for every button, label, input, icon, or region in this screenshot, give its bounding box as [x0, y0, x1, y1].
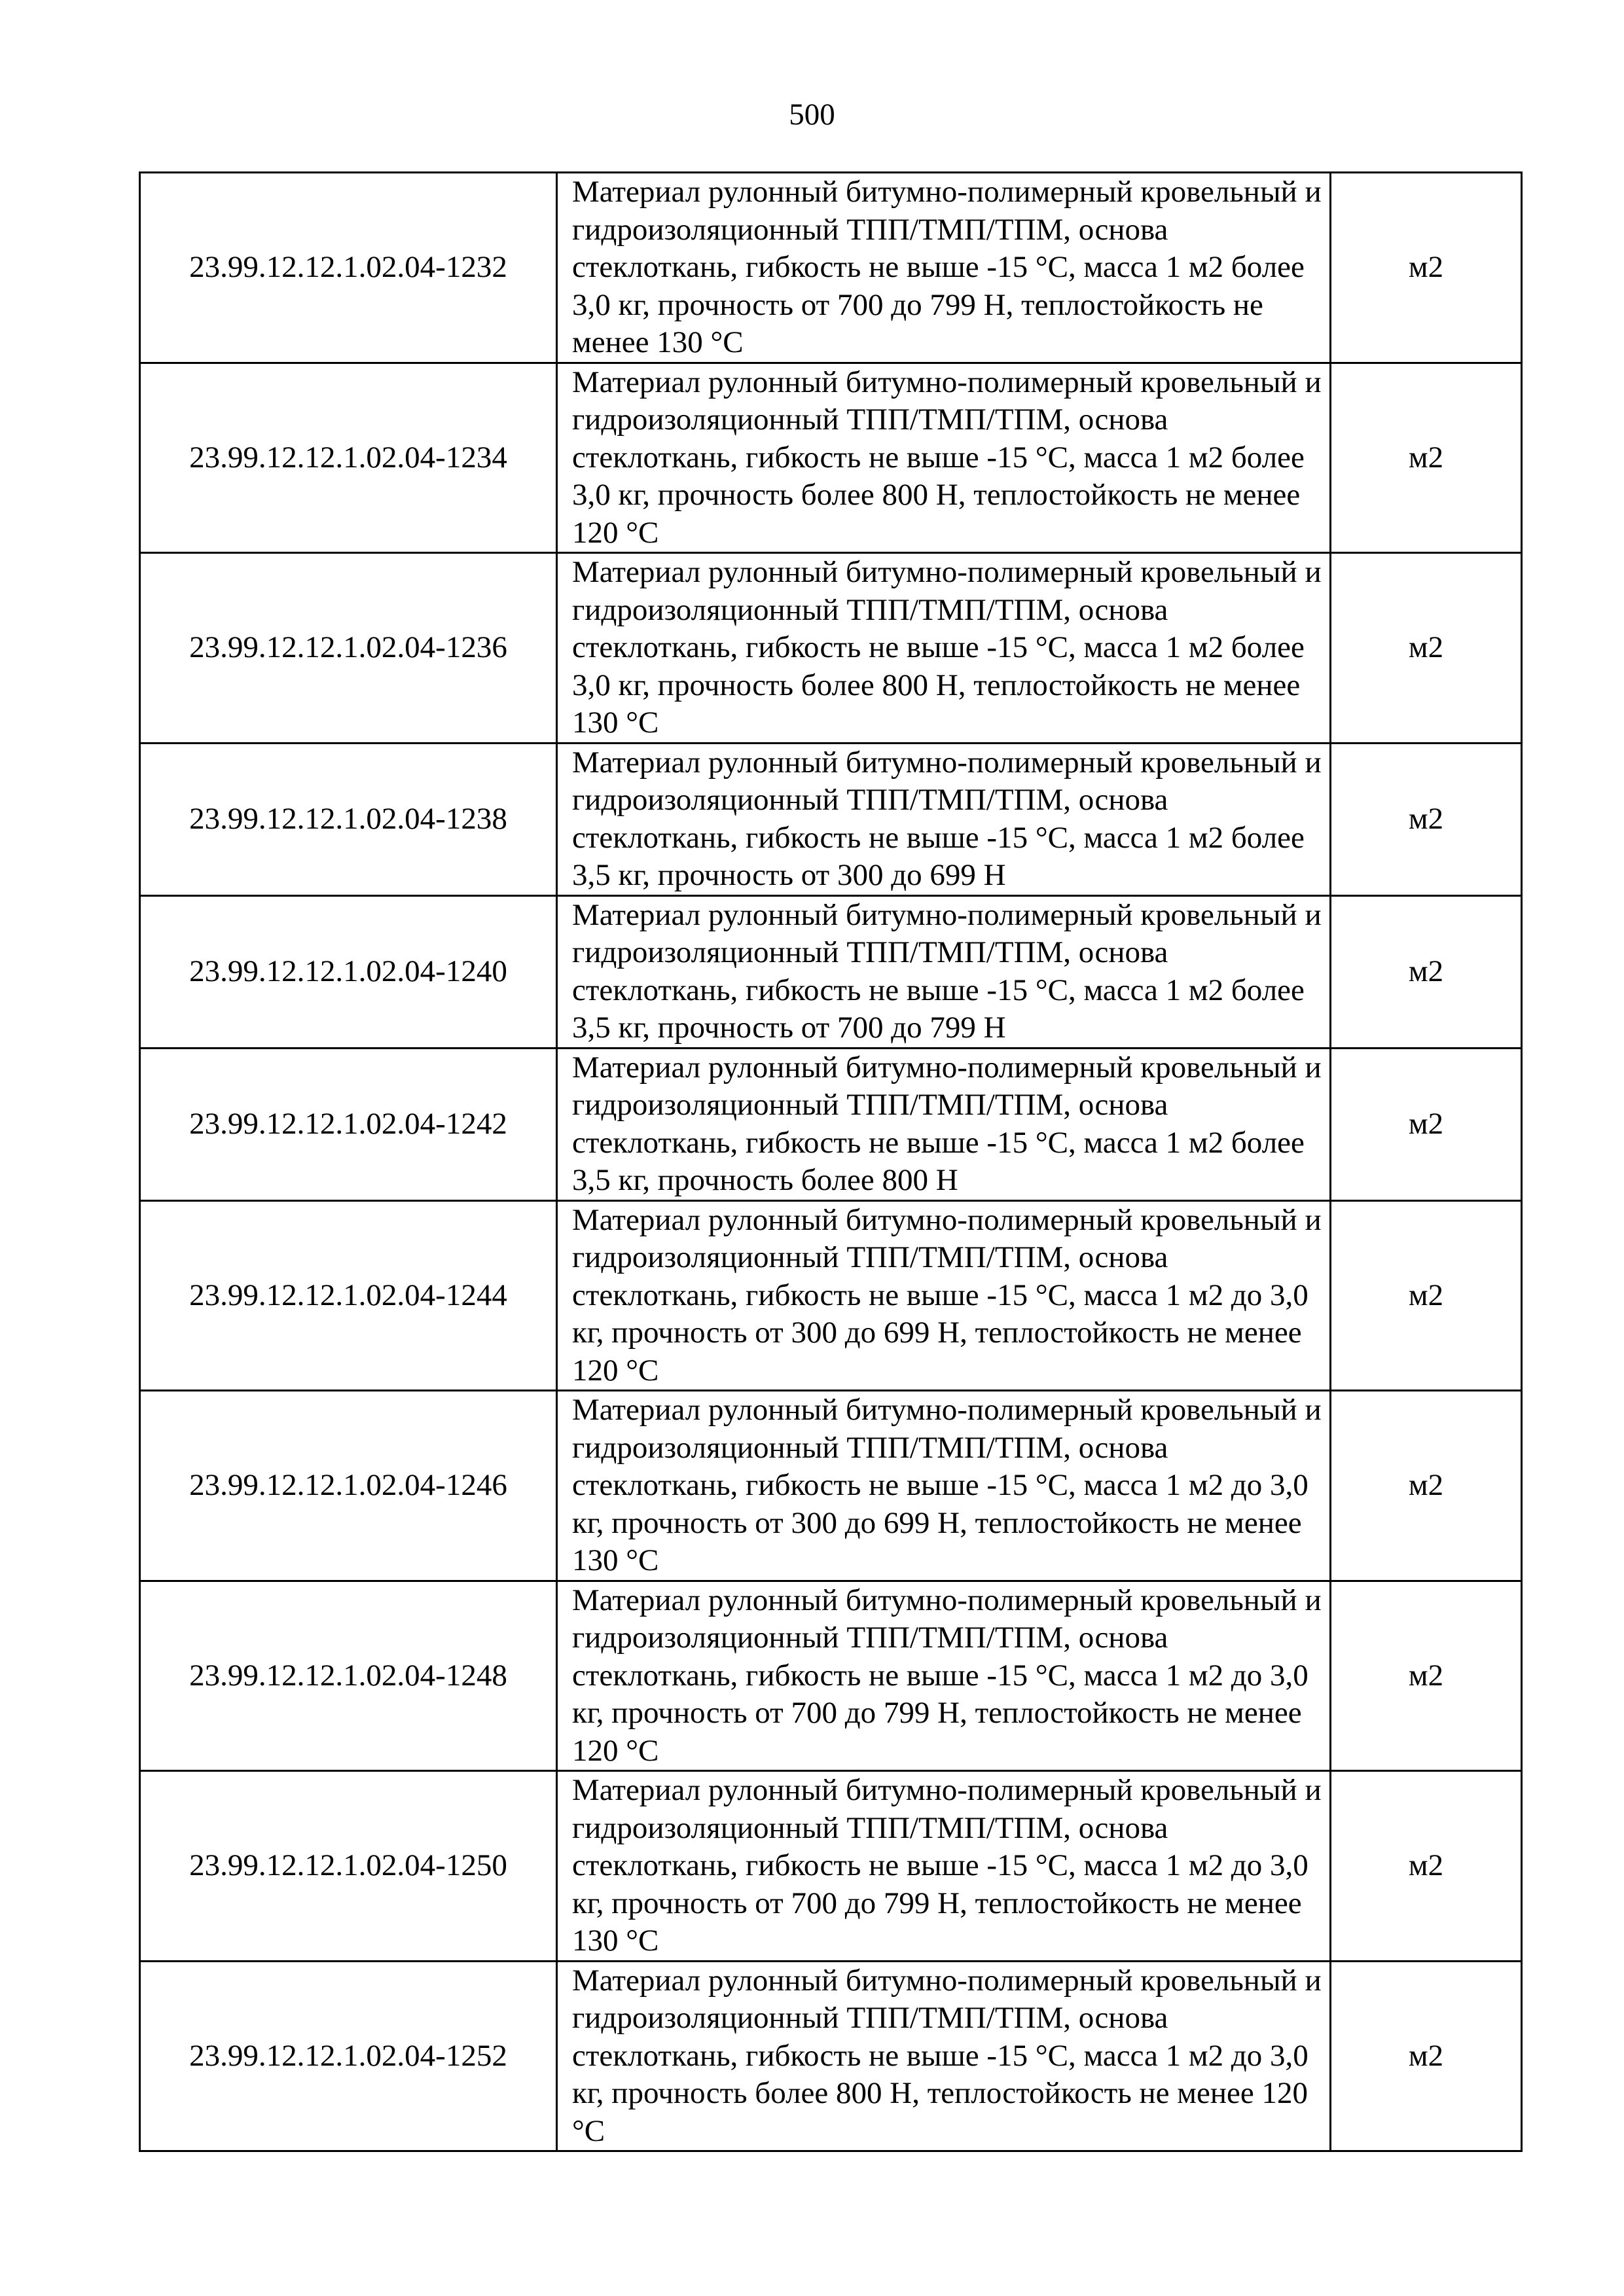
material-description: Материал рулонный битумно-полимерный кровельный и гидроизоляционный ТПП/ТМП/ТПМ, основа стеклоткань, гибкость не выше -15 °С, масса 1 м2 более 3,5 кг, прочность от 300 до 699 Н — [557, 743, 1331, 895]
table-row — [140, 1048, 1522, 1200]
material-code: 23.99.12.12.1.02.04-1232 — [140, 173, 557, 363]
table-row — [140, 895, 1522, 1048]
material-description: Материал рулонный битумно-полимерный кровельный и гидроизоляционный ТПП/ТМП/ТПМ, основа стеклоткань, гибкость не выше -15 °С, масса 1 м2 до 3,0 кг, прочность от 700 до 799 Н, теплостойкость не менее 130 °С — [557, 1771, 1331, 1962]
table-row — [140, 743, 1522, 895]
unit-of-measure: м2 — [1331, 1048, 1522, 1200]
unit-of-measure: м2 — [1331, 553, 1522, 744]
material-description: Материал рулонный битумно-полимерный кровельный и гидроизоляционный ТПП/ТМП/ТПМ, основа стеклоткань, гибкость не выше -15 °С, масса 1 м2 более 3,0 кг, прочность более 800 Н, теплостойкость не менее 120 °С — [557, 363, 1331, 553]
material-code: 23.99.12.12.1.02.04-1234 — [140, 363, 557, 553]
table-row — [140, 173, 1522, 363]
material-code: 23.99.12.12.1.02.04-1246 — [140, 1391, 557, 1581]
unit-of-measure: м2 — [1331, 743, 1522, 895]
unit-of-measure: м2 — [1331, 1200, 1522, 1391]
material-description: Материал рулонный битумно-полимерный кровельный и гидроизоляционный ТПП/ТМП/ТПМ, основа стеклоткань, гибкость не выше -15 °С, масса 1 м2 более 3,0 кг, прочность более 800 Н, теплостойкость не менее 130 °С — [557, 553, 1331, 744]
table-row — [140, 363, 1522, 553]
material-description: Материал рулонный битумно-полимерный кровельный и гидроизоляционный ТПП/ТМП/ТПМ, основа стеклоткань, гибкость не выше -15 °С, масса 1 м2 более 3,0 кг, прочность от 700 до 799 Н, теплостойкость не менее 130 °С — [557, 173, 1331, 363]
table-row — [140, 1771, 1522, 1962]
material-code: 23.99.12.12.1.02.04-1252 — [140, 1961, 557, 2151]
unit-of-measure: м2 — [1331, 173, 1522, 363]
table-row — [140, 553, 1522, 744]
material-description: Материал рулонный битумно-полимерный кровельный и гидроизоляционный ТПП/ТМП/ТПМ, основа стеклоткань, гибкость не выше -15 °С, масса 1 м2 до 3,0 кг, прочность от 300 до 699 Н, теплостойкость не менее 130 °С — [557, 1391, 1331, 1581]
material-code: 23.99.12.12.1.02.04-1240 — [140, 895, 557, 1048]
unit-of-measure: м2 — [1331, 1391, 1522, 1581]
page-number: 500 — [789, 98, 835, 132]
material-description: Материал рулонный битумно-полимерный кровельный и гидроизоляционный ТПП/ТМП/ТПМ, основа стеклоткань, гибкость не выше -15 °С, масса 1 м2 до 3,0 кг, прочность от 700 до 799 Н, теплостойкость не менее 120 °С — [557, 1581, 1331, 1771]
unit-of-measure: м2 — [1331, 895, 1522, 1048]
material-code: 23.99.12.12.1.02.04-1248 — [140, 1581, 557, 1771]
material-code: 23.99.12.12.1.02.04-1242 — [140, 1048, 557, 1200]
table-row — [140, 1961, 1522, 2151]
unit-of-measure: м2 — [1331, 363, 1522, 553]
material-code: 23.99.12.12.1.02.04-1244 — [140, 1200, 557, 1391]
table-row — [140, 1581, 1522, 1771]
unit-of-measure: м2 — [1331, 1771, 1522, 1962]
material-description: Материал рулонный битумно-полимерный кровельный и гидроизоляционный ТПП/ТМП/ТПМ, основа стеклоткань, гибкость не выше -15 °С, масса 1 м2 более 3,5 кг, прочность более 800 Н — [557, 1048, 1331, 1200]
table-row — [140, 1200, 1522, 1391]
material-description: Материал рулонный битумно-полимерный кровельный и гидроизоляционный ТПП/ТМП/ТПМ, основа стеклоткань, гибкость не выше -15 °С, масса 1 м2 более 3,5 кг, прочность от 700 до 799 Н — [557, 895, 1331, 1048]
material-code: 23.99.12.12.1.02.04-1250 — [140, 1771, 557, 1962]
materials-table — [139, 171, 1523, 2152]
material-code: 23.99.12.12.1.02.04-1236 — [140, 553, 557, 744]
material-description: Материал рулонный битумно-полимерный кровельный и гидроизоляционный ТПП/ТМП/ТПМ, основа стеклоткань, гибкость не выше -15 °С, масса 1 м2 до 3,0 кг, прочность от 300 до 699 Н, теплостойкость не менее 120 °С — [557, 1200, 1331, 1391]
unit-of-measure: м2 — [1331, 1961, 1522, 2151]
material-code: 23.99.12.12.1.02.04-1238 — [140, 743, 557, 895]
unit-of-measure: м2 — [1331, 1581, 1522, 1771]
material-description: Материал рулонный битумно-полимерный кровельный и гидроизоляционный ТПП/ТМП/ТПМ, основа стеклоткань, гибкость не выше -15 °С, масса 1 м2 до 3,0 кг, прочность более 800 Н, теплостойкость не менее 120 °С — [557, 1961, 1331, 2151]
table-row — [140, 1391, 1522, 1581]
